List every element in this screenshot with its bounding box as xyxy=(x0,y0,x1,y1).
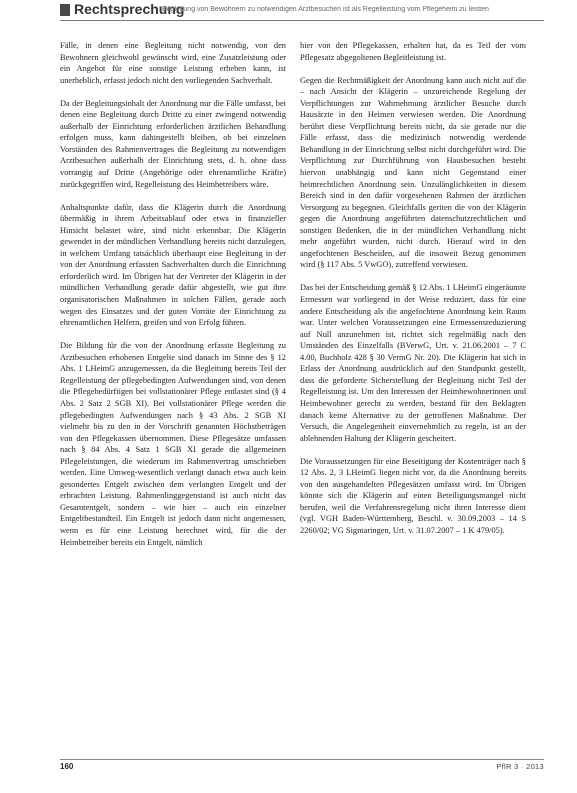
paragraph: Gegen die Rechtmäßigkeit der Anordnung kann auch nicht auf die – nach Ansicht der Klägerin – unzureichende Regelung der Verpflichtungen zur Wahrnehmung ärztlicher Besuche durch Hausärzte in den Heimen verwiesen werden. Die Anordnung berührt diese Verpflichtung bereits nicht, da sie gerade nur die Fälle erfasst, dass die medizinisch notwendig werdende Behandlung in der Einrichtung selbst nicht durchgeführt wird. Die Verpflichtung zur Durchführung von Hausbesuchen besteht hiervon unabhängig und kann nicht Gegenstand einer heimrechtlichen Anordnung sein. Unzulänglichkeiten in diesem Bereich sind in den dafür vorgesehenen Rahmen der ärztlichen Versorgung zu begegnen. Gleichfalls geriten die von der Klägerin gegen die Anordnung angeführten datenschutzrechtlichen und sonstigen Bedenken, die in der mündlichen Verhandlung nicht mehr angeführt wurden, nicht durch. Hierauf wird in den angefochtenen Bescheiden, auf die insoweit Bezug genommen wird (§ 117 Abs. 5 VwGO), zutreffend verwiesen. xyxy=(300,75,526,270)
paragraph: Da der Begleitungsinhalt der Anordnung nur die Fälle umfasst, bei denen eine Begleitung durch Dritte zu einer zwingend notwendig außerhalb der Einrichtung erforderlichen ärztlichen Behandlung erfolgen muss, kann dahingestellt bleiben, ob bei einzelnen Vorständen des Rahmenvertrages die Begleitung zu notwendigen Arztbesuchen außerhalb der Einrichtung stets, d. h. ohne dass vorrangig auf Dritte (Angehörige oder ehrenamtliche Kräfte) zurückgegriffen wird, Regelleistung des Heimbetreibers wäre. xyxy=(60,98,286,189)
section-title: Rechtsprechung xyxy=(74,1,185,17)
header-rule xyxy=(60,20,544,21)
page-number: 160 xyxy=(60,762,74,771)
paragraph: Fälle, in denen eine Begleitung nicht notwendig, von den Bewohnern gleichwohl gewünscht wird, eine Zusatzleistung oder ein Angebot für eine sonstige Leistung erheben kann, ist unerheblich, erfasst jedoch nicht den vorliegenden Sachverhalt. xyxy=(60,41,286,85)
paragraph: Die Voraussetzungen für eine Beseitigung der Kostenträger nach § 12 Abs. 2, 3 LHeimG liegen nicht vor, da die Anordnung bereits von den ausgehandelten Pflegesätzen umfasst wird. Im Übrigen könnte sich die Klägerin auf einen Beteiligungsmangel nicht berufen, weil die Verfahrensregelung nicht ihren Interesse dient (vgl. VGH Baden-Württemberg, Beschl. v. 30.09.2003 – 14 S 2260/02; VG Sigmaringen, Urt. v. 31.07.2007 – 1 K 479/05). xyxy=(300,456,526,535)
paragraph: Anhaltspunkte dafür, dass die Klägerin durch die Anordnung übermäßig in ihrem Arbeitsablauf oder etwa in finanzieller Hinsicht belastet wäre, sind nicht erkennbar. Die Klägerin gewendet in der mündlichen Verhandlung bereits nicht darzulegen, in welchem Umfang tatsächlich überhaupt eine Begleitung in der von der Anordnung erfassten Sachverhalten durch die Einrichtung erforderlich wird. Im Übrigen hat der Vertreter der Klägerin in der mündlichen Verhandlung gerade dafür abgestellt, wie gut ihre organisatorischen Maßnahmen in solchen Fällen, gerade auch wegen des Einsatzes und der guten Vorräte der Einrichtung zu ehrenamtlichen Helfern, greifen und von Erfolg führen. xyxy=(60,202,286,328)
paragraph: hier von den Pflegekassen, erhalten hat, da es Teil der vom Pflegesatz abgegoltenen Begleitleistung ist. xyxy=(300,41,526,62)
section-marker xyxy=(60,4,70,16)
right-column xyxy=(300,40,526,548)
footer-rule xyxy=(60,759,544,760)
paragraph: Die Bildung für die von der Anordnung erfasste Begleitung zu Arztbesuchen erhobenen Entgelte sind danach im Sinne des § 12 Abs. 1 LHeimG anzugemessen, da die Begleitung bereits Teil der Regelleistung der pflegebedingten Aufwendungen sind, von denen die Pflegebedürftigen bei vollstationärer Pflege entlastet sind (§ 4 Abs. 2 Satz 2 SGB XI). Bei vollstationärer Pflege werden die pflegebedingten Aufwendungen nach § 43 Abs. 2 SGB XI vielmehr bis zu den in der Vorschrift genannten Höchstbeträgen von den Pflegekassen übernommen. Diese Pflegesätze umfassen nach § 84 Abs. 4 Satz 1 SGB XI gerade die allgemeinen Pflegeleistungen, die wiederum im Rahmenvertrag umschrieben werden. Eine Umweg-wesentlich verlangt danach etwa auch kein gesondertes Entgelt zwischen dem verlangten Entgelt und der erbrachten Leistung. Rahmenlinggegenstand ist auch nicht das Gesamtentgelt, sondern – wie hier – auch ein einzelner Entgeltbestandteil. Ein Entgelt ist jedoch dann nicht angemessen, wenn es für eine Leistung berechnet wird, für die der Heimbetreiber bereits ein Entgelt, nämlich xyxy=(60,341,286,547)
journal-reference: PflR 3 · 2013 xyxy=(496,762,544,771)
page-header xyxy=(0,0,577,22)
paragraph: Das bei der Entscheidung gemäß § 12 Abs. 1 LHeimG eingeräumte Ermessen war vorliegend in der Weise reduziert, dass für eine andere Entscheidung als die angefochtene Anordnung kein Raum war. Unter welchen Voraussetzungen eine Ermessensreduzierung auf Null anzunehmen ist, richtet sich regelmäßig nach den Umständen des Einzelfalls (BVerwG, Urt. v. 21.06.2001 – 7 C 4.00, Buchholz 428 § 30 VermG Nr. 20). Die Klägerin hat sich in Erlass der Anordnung ausdrücklich auf den Standpunkt gestellt, dass die geforderte Sicherstellung der Begleitung nicht Teil der Regelleistung ist. Um den Interessen der Heimbewohnerinnen und Heimbewohner gerecht zu werden, bestand für den Beklagten danach keine Alternative zu der getroffenen Maßnahme. Der Versuch, die Angelegenheit einvernehmlich zu regeln, ist an der ablehnenden Haltung der Klägerin gescheitert. xyxy=(300,283,526,443)
left-column xyxy=(60,40,286,560)
running-header-subtitle: Begleitung von Bewohnern zu notwendigen Arztbesuchen ist als Regelleistung vom Pflegeheim zu leisten xyxy=(162,6,489,13)
